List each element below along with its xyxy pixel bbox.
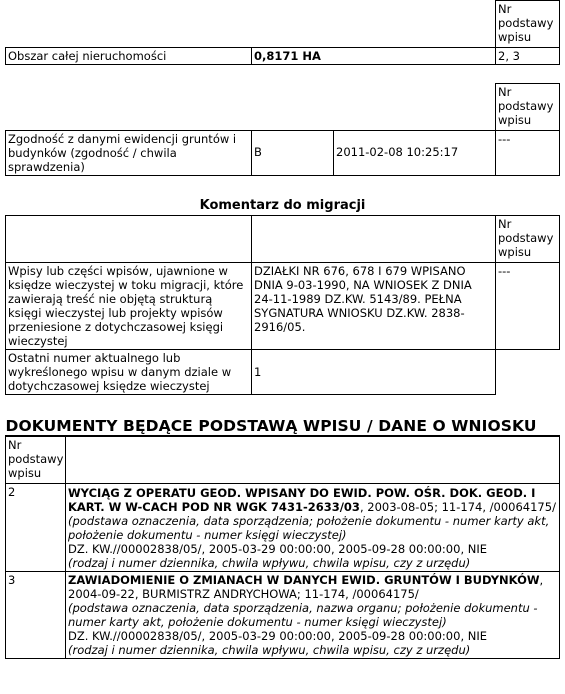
migration-entries-value: DZIAŁKI NR 676, 678 I 679 WPISANO DNIA 9-03-1990, NA WNIOSEK Z DNIA 24-11-1989 DZ.KW. 5143/89. PEŁNA SYGNATURA WNIOSKU DZ.KW. 2838-2916/05.: [252, 263, 496, 350]
nr-header: Nr podstawy wpisu: [496, 1, 560, 48]
compliance-datetime: 2011-02-08 10:25:17: [334, 131, 496, 176]
journal-note: (rodzaj i numer dziennika, chwila wpływu, chwila wpisu, czy z urzędu): [68, 642, 471, 657]
documents-section: [5, 419, 560, 659]
documents-nr-header: Nr podstawy wpisu: [6, 436, 66, 483]
journal-entry: DZ. KW.//00002838/05/, 2005-03-29 00:00:00, 2005-09-28 00:00:00, NIE: [68, 628, 488, 643]
document-row: [6, 483, 560, 571]
area-value: 0,8171 HA: [252, 48, 496, 65]
document-row: [6, 571, 560, 658]
compliance-label: Zgodność z danymi ewidencji gruntów i budynków (zgodność / chwila sprawdzenia): [6, 131, 252, 176]
document-note: (podstawa oznaczenia, data sporządzenia; położenie dokumentu - numer karty akt, położenie dokumentu - numer księgi wieczystej): [68, 513, 550, 542]
migration-entries-label: Wpisy lub części wpisów, ujawnione w księdze wieczystej w toku migracji, które zawierają treść nie objętą strukturą księgi wieczystej lub projekty wpisów przeniesione z dotychczasowej księgi wieczystej: [6, 263, 252, 350]
journal-note: (rodzaj i numer dziennika, chwila wpływu, chwila wpisu, czy z urzędu): [68, 555, 471, 570]
migration-section: [5, 197, 560, 395]
migration-title: Komentarz do migracji: [6, 197, 560, 216]
nr-header: Nr podstawy wpisu: [496, 216, 560, 263]
document-details: , 2004-09-22, BURMISTRZ ANDRYCHOWA; 11-174, /00064175/: [68, 572, 544, 601]
document-title: WYCIĄG Z OPERATU GEOD. WPISANY DO EWID. POW. OŚR. DOK. GEOD. I KART. W W-CACH POD NR WGK 7431-2633/03: [68, 485, 536, 514]
area-label: Obszar całej nieruchomości: [6, 48, 252, 65]
documents-title: DOKUMENTY BĘDĄCE PODSTAWĄ WPISU / DANE O WNIOSKU: [6, 419, 560, 436]
last-entry-label: Ostatni numer aktualnego lub wykreślonego wpisu w danym dziale w dotychczasowej księdze wieczystej: [6, 350, 252, 395]
document-nr: 2: [6, 483, 66, 571]
journal-entry: DZ. KW.//00002838/05/, 2005-03-29 00:00:00, 2005-09-28 00:00:00, NIE: [68, 541, 488, 556]
area-section: [5, 0, 560, 65]
compliance-value: B: [252, 131, 334, 176]
document-note: (podstawa oznaczenia, data sporządzenia, nazwa organu; położenie dokumentu - numer karty akt, położenie dokumentu - numer księgi wieczystej): [68, 600, 538, 629]
last-entry-value: 1: [252, 350, 496, 395]
document-details: , 2003-08-05; 11-174, /00064175/: [359, 499, 556, 514]
nr-header: Nr podstawy wpisu: [496, 84, 560, 131]
compliance-section: [5, 83, 560, 176]
compliance-nr: ---: [496, 131, 560, 176]
document-title: ZAWIADOMIENIE O ZMIANACH W DANYCH EWID. GRUNTÓW I BUDYNKÓW: [68, 572, 540, 587]
area-nr: 2, 3: [496, 48, 560, 65]
migration-entries-nr: ---: [496, 263, 560, 350]
document-nr: 3: [6, 571, 66, 658]
